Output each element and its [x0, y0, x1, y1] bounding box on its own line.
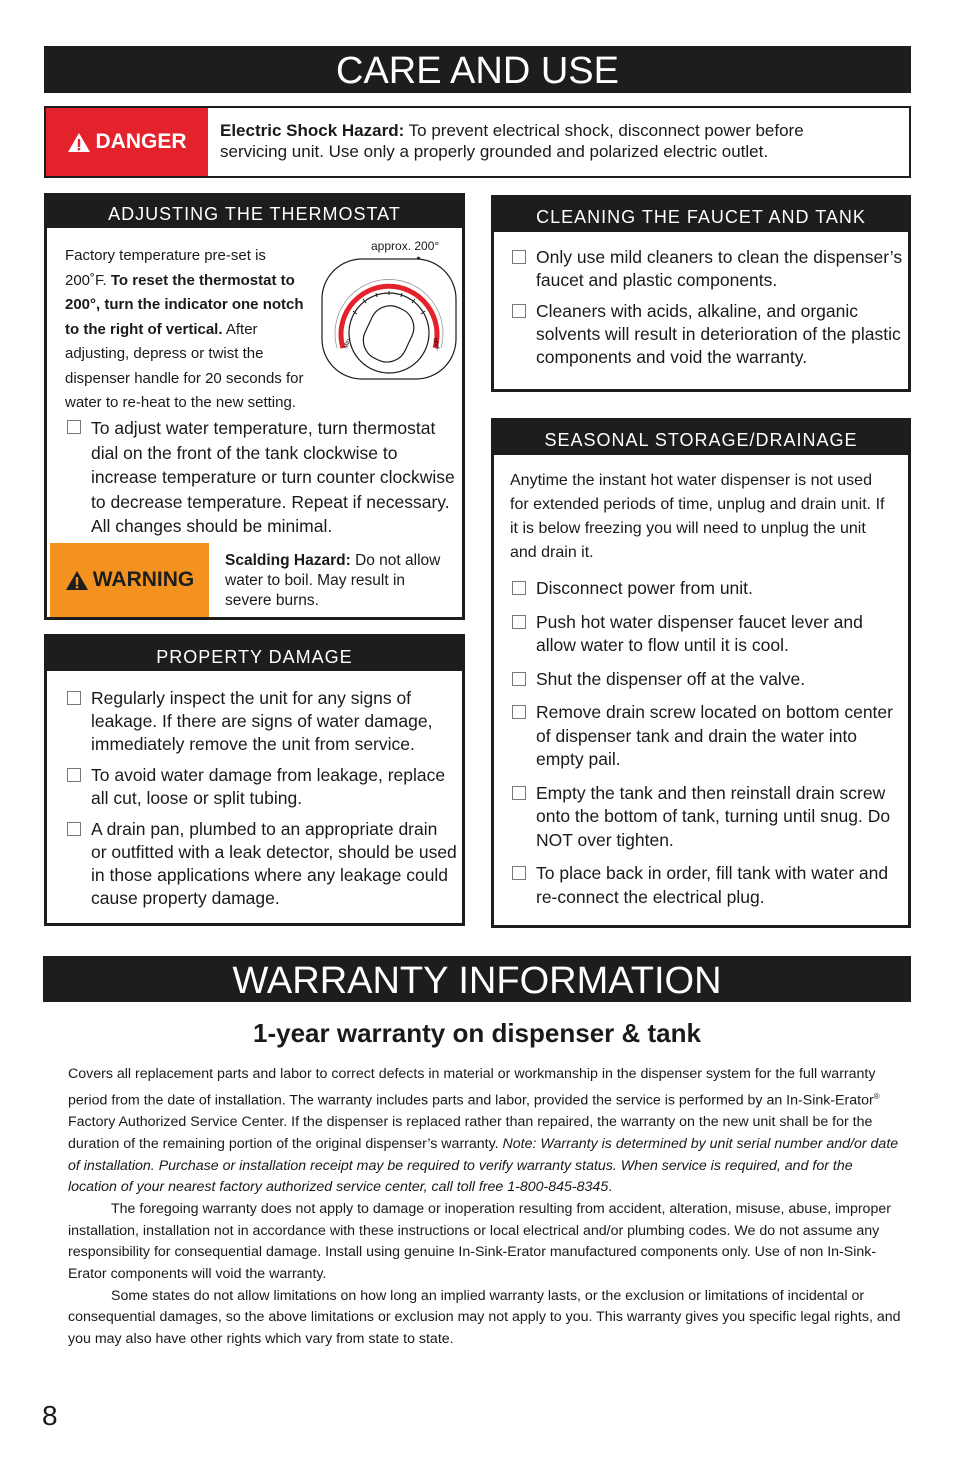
checkbox-icon — [512, 304, 526, 318]
page-number: 8 — [42, 1400, 58, 1431]
list-item: A drain pan, plumbed to an appropriate drain or outfitted with a leak detector, should be used in those applications where any leakage could cause property damage. — [67, 818, 457, 910]
warranty-body — [68, 1064, 903, 1351]
danger-body: To prevent electrical shock, disconnect power before servicing unit. Use only a properly grounded and polarized electric outlet. — [220, 121, 804, 161]
dial-label: approx. 200° — [371, 239, 440, 253]
checkbox-icon — [67, 420, 81, 434]
checkbox-icon — [512, 866, 526, 880]
storage-box — [491, 418, 911, 928]
list-item: Disconnect power from unit. — [512, 577, 897, 601]
checkbox-icon — [512, 705, 526, 719]
care-title: CARE AND USE — [336, 50, 619, 92]
storage-intro: Anytime the instant hot water dispenser is not used for extended periods of time, unplug and drain unit. If it is below freezing you will need to unplug the unit and drain it. — [510, 472, 885, 561]
list-item: Only use mild cleaners to clean the dispenser’s faucet and plastic components. — [512, 246, 907, 292]
thermostat-intro-bold: To reset the thermostat to 200°, turn the indicator one notch to the right of vertical. — [65, 271, 304, 338]
list-item: To avoid water damage from leakage, replace all cut, loose or split tubing. — [67, 764, 457, 810]
thermostat-heading: ADJUSTING THE THERMOSTAT — [47, 196, 462, 228]
checkbox-icon — [67, 691, 81, 705]
list-item: Cleaners with acids, alkaline, and organic solvents will result in deterioration of the plastic components and void the warranty. — [512, 300, 907, 369]
checkbox-icon — [512, 786, 526, 800]
registered-mark: ® — [873, 1091, 880, 1101]
property-list — [67, 687, 457, 910]
warning-label: WARNING — [92, 568, 195, 591]
dial-min-label: Min. — [343, 336, 353, 350]
checkbox-icon — [512, 581, 526, 595]
warning-body: Do not allow water to boil. May result in severe burns. — [225, 552, 441, 609]
warranty-title: WARRANTY INFORMATION — [232, 960, 722, 1002]
thermostat-intro-plain: Factory temperature pre-set is 200˚F. — [65, 247, 266, 289]
warranty-title-bar — [43, 956, 911, 1002]
danger-text — [220, 120, 860, 162]
list-item: Regularly inspect the unit for any signs of leakage. If there are signs of water damage, immediately remove the unit from service. — [67, 687, 457, 756]
cleaning-heading: CLEANING THE FAUCET AND TANK — [494, 198, 908, 232]
warning-triangle-icon — [65, 570, 89, 591]
list-item: Remove drain screw located on bottom center of dispenser tank and drain the water into empty pail. — [512, 701, 897, 772]
checkbox-icon — [67, 768, 81, 782]
warranty-note: Note: Warranty is determined by unit serial number and/or date of installation. Purchase or installation receipt may be required to verify warranty status. When service is required, and for the location of your nearest factory authorized service center, call toll free 1-800-845-8345 — [68, 1135, 899, 1196]
thermostat-intro-after: After adjusting, depress or twist the dispenser handle for 20 seconds for water to re-heat to the new setting. — [65, 320, 304, 411]
cleaning-box — [491, 195, 911, 392]
care-title-bar — [44, 46, 911, 93]
checkbox-icon — [67, 822, 81, 836]
warranty-subtitle: 1-year warranty on dispenser & tank — [253, 1018, 701, 1048]
warning-label-block — [50, 543, 209, 617]
checkbox-icon — [512, 672, 526, 686]
checkbox-icon — [512, 250, 526, 264]
warning-triangle-icon — [67, 132, 91, 153]
danger-label-block — [46, 108, 208, 176]
danger-label: DANGER — [95, 130, 187, 153]
property-box — [44, 634, 465, 926]
storage-heading: SEASONAL STORAGE/DRAINAGE — [494, 421, 908, 455]
warning-box — [44, 543, 465, 620]
checkbox-icon — [512, 615, 526, 629]
danger-box — [44, 106, 911, 178]
danger-heading: Electric Shock Hazard: — [220, 121, 405, 140]
cleaning-list — [512, 246, 907, 369]
property-heading: PROPERTY DAMAGE — [47, 637, 462, 671]
list-item: Shut the dispenser off at the valve. — [512, 668, 897, 692]
warning-heading: Scalding Hazard: — [225, 552, 351, 569]
thermostat-intro — [65, 244, 310, 416]
storage-list — [512, 577, 897, 909]
warranty-paragraph-2: The foregoing warranty does not apply to damage or inoperation resulting from accident, alteration, misuse, abuse, improper installation, installation not in accordance with these instructions or local electrical and/or plumbing codes. We do not assume any responsibility for consequential damage. Install using genuine In-Sink-Erator manufactured components only. Use of non In-Sink-Erator components will void the warranty. — [68, 1200, 891, 1283]
warning-text — [225, 551, 455, 611]
list-item: Empty the tank and then reinstall drain screw onto the bottom of tank, turning until snug. Do NOT over tighten. — [512, 782, 897, 853]
warranty-paragraph-3: Some states do not allow limitations on how long an implied warranty lasts, or the exclusion or limitations of incidental or consequential damages, so the above limitations or exclusion may not apply to you. This warranty gives you specific legal rights, and you may also have other rights which vary from state to state. — [68, 1287, 901, 1348]
warranty-paragraph-1: Covers all replacement parts and labor to correct defects in material or workmanship in the dispenser system for the full warranty period from the date of installation. The warranty includes parts and labor, provided the service is performed by an In-Sink-Erator® Factory Authorized Service Center. If the dispenser is replaced rather than repaired, the warranty on the new unit shall be for the duration of the remaining portion of the original dispenser’s warranty. Note: Warranty is determined by unit serial number and/or date of installation. Purchase or installation receipt may be required to verify warranty status. When service is required, and for the location of your nearest factory authorized service center, call toll free 1-800-845-8345. — [68, 1066, 899, 1196]
list-item: To place back in order, fill tank with water and re-connect the electrical plug. — [512, 862, 897, 909]
dial-max-label: Max. — [431, 337, 442, 352]
thermostat-item: To adjust water temperature, turn thermostat dial on the front of the tank clockwise to increase temperature or turn counter clockwise to decrease temperature. Repeat if necessary. All changes should be minimal. — [67, 416, 462, 539]
thermostat-dial-icon — [319, 251, 459, 381]
list-item: Push hot water dispenser faucet lever and allow water to flow until it is cool. — [512, 611, 897, 658]
